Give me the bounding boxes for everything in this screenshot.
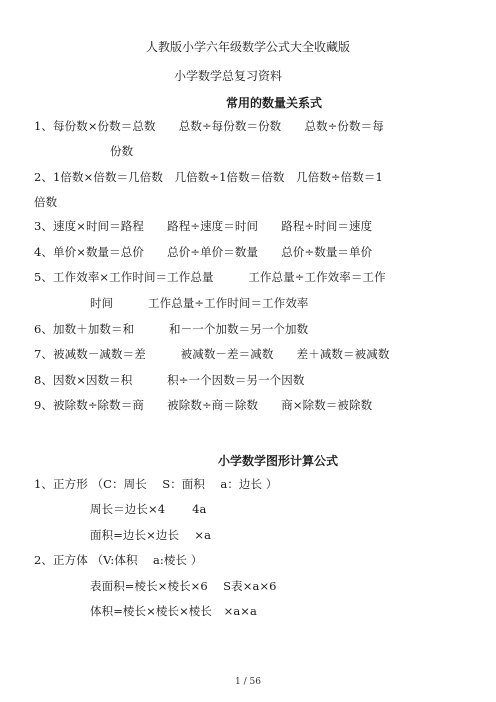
formula-line: 周长＝边长×4 4a [90,502,207,516]
section-heading-quantity-relations: 常用的数量关系式 [226,96,323,110]
formula-line: 1、每份数×份数＝总数 总数÷每份数＝份数 总数÷份数＝每 [34,119,384,133]
formula-line: 9、被除数÷除数＝商 被除数÷商＝除数 商×除数＝被除数 [34,398,373,412]
formula-line: 5、工作效率×工作时间＝工作总量 工作总量÷工作效率＝工作 [34,270,386,284]
page-number: 1 / 56 [235,677,261,687]
formula-line: 体积=棱长×棱长×棱长 ×a×a [90,604,257,618]
formula-line: 1、正方形 （C：周长 S：面积 a：边长 ） [34,477,278,491]
formula-line: 2、1倍数×倍数＝几倍数 几倍数÷1倍数＝倍数 几倍数÷倍数＝1 [34,170,383,184]
document-title: 人教版小学六年级数学公式大全收藏版 [145,40,350,54]
formula-line: 4、单价×数量＝总价 总价÷单价＝数量 总价÷数量＝单价 [34,245,373,259]
formula-line: 7、被减数－减数＝差 被减数－差＝减数 差＋减数＝被减数 [34,347,390,361]
formula-line: 3、速度×时间＝路程 路程÷速度＝时间 路程÷时间＝速度 [34,219,373,233]
section-heading-geometry: 小学数学图形计算公式 [218,454,339,468]
formula-line: 倍数 [34,195,58,209]
formula-line: 面积=边长×边长 ×a [90,528,212,542]
formula-line: 2、正方体 （V:体积 a:棱长 ） [34,553,203,567]
formula-line: 时间 工作总量÷工作时间＝工作效率 [90,296,309,310]
formula-line: 表面积=棱长×棱长×6 S表×a×6 [90,579,277,593]
document-subtitle: 小学数学总复习资料 [174,69,283,83]
formula-line: 份数 [110,144,134,158]
formula-line: 6、加数＋加数＝和 和－一个加数＝另一个加数 [34,322,309,336]
formula-line: 8、因数×因数＝积 积÷一个因数＝另一个因数 [34,373,305,387]
